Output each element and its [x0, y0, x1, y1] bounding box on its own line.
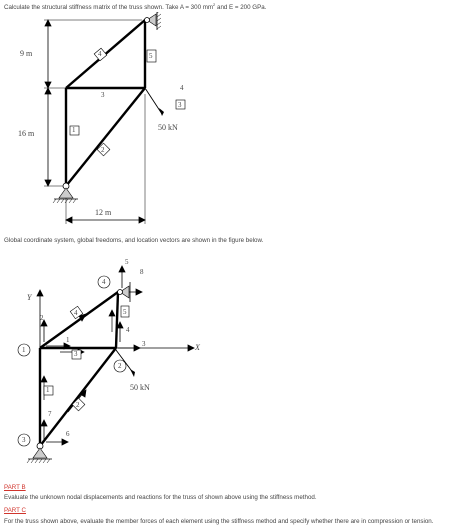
- figure-truss-dimensions: [4, 12, 212, 234]
- freedom-6: 6: [66, 430, 70, 438]
- part-c-text: For the truss shown above, evaluate the member forces of each element using the stiffness method and specify whether there are in compression or tension.: [4, 518, 434, 525]
- member-label-3: 3: [101, 91, 105, 99]
- arrow-head: [66, 217, 72, 223]
- member-label-2: 2: [101, 146, 105, 154]
- member2-4: [40, 292, 118, 348]
- dim-12m-label: 12 m: [95, 208, 112, 217]
- figure2-svg: [4, 250, 212, 478]
- m2-label-4: 4: [74, 309, 78, 317]
- pin-support-icon: [59, 188, 73, 198]
- member2-2: [40, 348, 116, 446]
- pin-support2-icon: [33, 448, 47, 458]
- freedom-3: 3: [142, 340, 146, 348]
- arrow-head: [139, 217, 145, 223]
- arrow-head: [45, 88, 51, 94]
- dim-9m-label: 9 m: [20, 49, 33, 58]
- member-label-4: 4: [98, 50, 102, 58]
- arrow-head: [45, 180, 51, 186]
- load-arrow: [159, 108, 164, 116]
- member-label-1: 1: [72, 126, 76, 134]
- m2-label-1: 1: [46, 386, 50, 394]
- caption-figure2: Global coordinate system, global freedoms, and location vectors are shown in the figure below.: [4, 237, 264, 244]
- joint-label-4: 4: [180, 84, 184, 92]
- freedom-8: 8: [140, 268, 144, 276]
- member-label-5: 5: [149, 52, 153, 60]
- dim-16m-label: 16 m: [18, 129, 35, 138]
- part-b-text: Evaluate the unknown nodal displacements and reactions for the truss of shown above using the stiffness method.: [4, 494, 317, 501]
- figure-global-freedoms: [4, 250, 212, 478]
- part-c-label[interactable]: PART C: [4, 507, 27, 514]
- joint-3: 3: [22, 436, 26, 444]
- member-2: [66, 88, 145, 186]
- m2-label-2: 2: [76, 401, 80, 409]
- m2-label-3: 3: [74, 350, 78, 358]
- m2-label-5: 5: [123, 308, 127, 316]
- question-suffix: and E = 200 GPa.: [215, 4, 267, 12]
- arrow-head: [45, 20, 51, 26]
- joint-1: 1: [22, 346, 26, 354]
- freedom-2: 2: [40, 314, 44, 322]
- freedom-4: 4: [126, 326, 130, 334]
- question-prefix: Calculate the structural stiffness matrix of the truss shown. Take A = 300 mm: [4, 4, 214, 12]
- figure1-svg: [4, 12, 212, 234]
- member2-5: [116, 292, 118, 348]
- load2-label: 50 kN: [130, 383, 150, 392]
- joint-2: 2: [118, 362, 122, 370]
- freedom-5: 5: [125, 258, 129, 266]
- superscript-2: 2: [213, 2, 216, 7]
- axis-y-label: Y: [27, 293, 32, 302]
- load-label: 50 kN: [158, 123, 178, 132]
- freedom-1: 1: [66, 336, 70, 344]
- axis-x-label: X: [195, 343, 200, 352]
- joint-4: 4: [102, 278, 106, 286]
- member-label-3b: 3: [178, 101, 182, 109]
- freedom-7: 7: [48, 410, 52, 418]
- part-b-label[interactable]: PART B: [4, 484, 26, 491]
- question-text: [4, 1, 266, 12]
- arrow-head: [45, 82, 51, 88]
